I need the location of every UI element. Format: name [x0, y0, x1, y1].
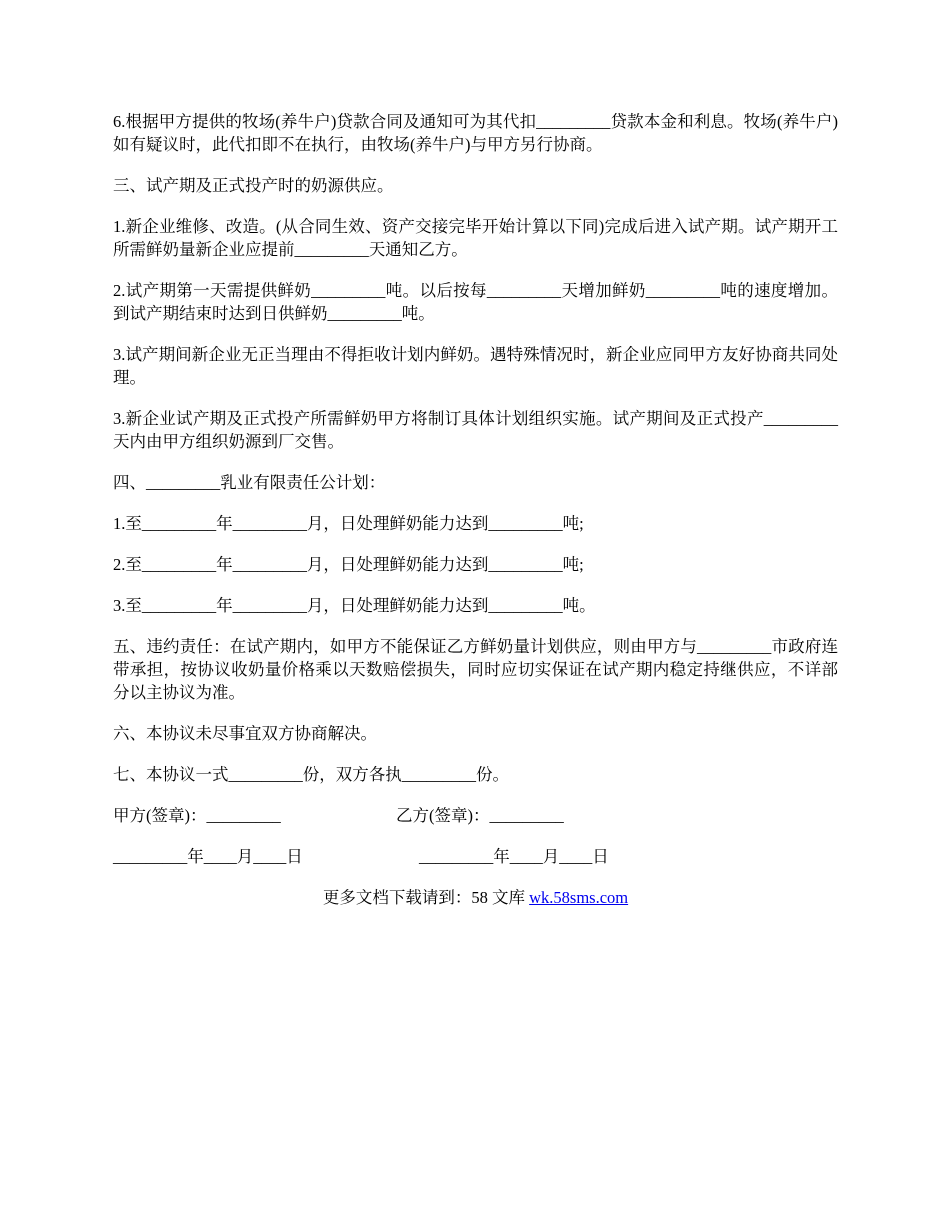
date-row [113, 845, 838, 868]
party-a-signature: 甲方(签章)：_________ [113, 806, 281, 825]
signature-row [113, 804, 838, 827]
paragraph-supply-plan: 3.新企业试产期及正式投产所需鲜奶甲方将制订具体计划组织实施。试产期间及正式投产_________天内由甲方组织奶源到厂交售。 [113, 409, 838, 451]
plan-item-2: 2.至_________年_________月，日处理鲜奶能力达到_________吨; [113, 555, 584, 574]
paragraph-unresolved-matters: 六、本协议未尽事宜双方协商解决。 [113, 724, 377, 743]
footer-download-note [113, 886, 838, 909]
paragraph-no-refusal: 3.试产期间新企业无正当理由不得拒收计划内鲜奶。遇特殊情况时，新企业应同甲方友好协商共同处理。 [113, 345, 838, 387]
footer-link[interactable]: wk.58sms.com [529, 888, 629, 907]
document-body [113, 110, 838, 909]
paragraph-deduction-clause: 6.根据甲方提供的牧场(养牛户)贷款合同及通知可为其代扣_________贷款本金和利息。牧场(养牛户)如有疑议时，此代扣即不在执行，由牧场(养牛户)与甲方另行协商。 [113, 112, 838, 154]
section-heading-3: 三、试产期及正式投产时的奶源供应。 [113, 176, 394, 195]
party-b-date: _________年____月____日 [419, 847, 609, 866]
section-heading-4: 四、_________乳业有限责任公计划： [113, 473, 386, 492]
paragraph-trial-supply: 2.试产期第一天需提供鲜奶_________吨。以后按每_________天增加鲜奶_________吨的速度增加。到试产期结束时达到日供鲜奶_________吨。 [113, 281, 838, 323]
paragraph-trial-notice: 1.新企业维修、改造。(从合同生效、资产交接完毕开始计算以下同)完成后进入试产期。试产期开工所需鲜奶量新企业应提前_________天通知乙方。 [113, 217, 838, 259]
party-a-date: _________年____月____日 [113, 847, 303, 866]
paragraph-breach-liability: 五、违约责任：在试产期内，如甲方不能保证乙方鲜奶量计划供应，则由甲方与_________市政府连带承担，按协议收奶量价格乘以天数赔偿损失，同时应切实保证在试产期内稳定持继供应，不详部分以主协议为准。 [113, 637, 838, 702]
party-b-signature: 乙方(签章)：_________ [396, 806, 564, 825]
paragraph-copies: 七、本协议一式_________份，双方各执_________份。 [113, 765, 509, 784]
plan-item-1: 1.至_________年_________月，日处理鲜奶能力达到_________吨; [113, 514, 584, 533]
footer-prefix: 更多文档下载请到：58 文库 [322, 888, 530, 907]
plan-item-3: 3.至_________年_________月，日处理鲜奶能力达到_________吨。 [113, 596, 596, 615]
